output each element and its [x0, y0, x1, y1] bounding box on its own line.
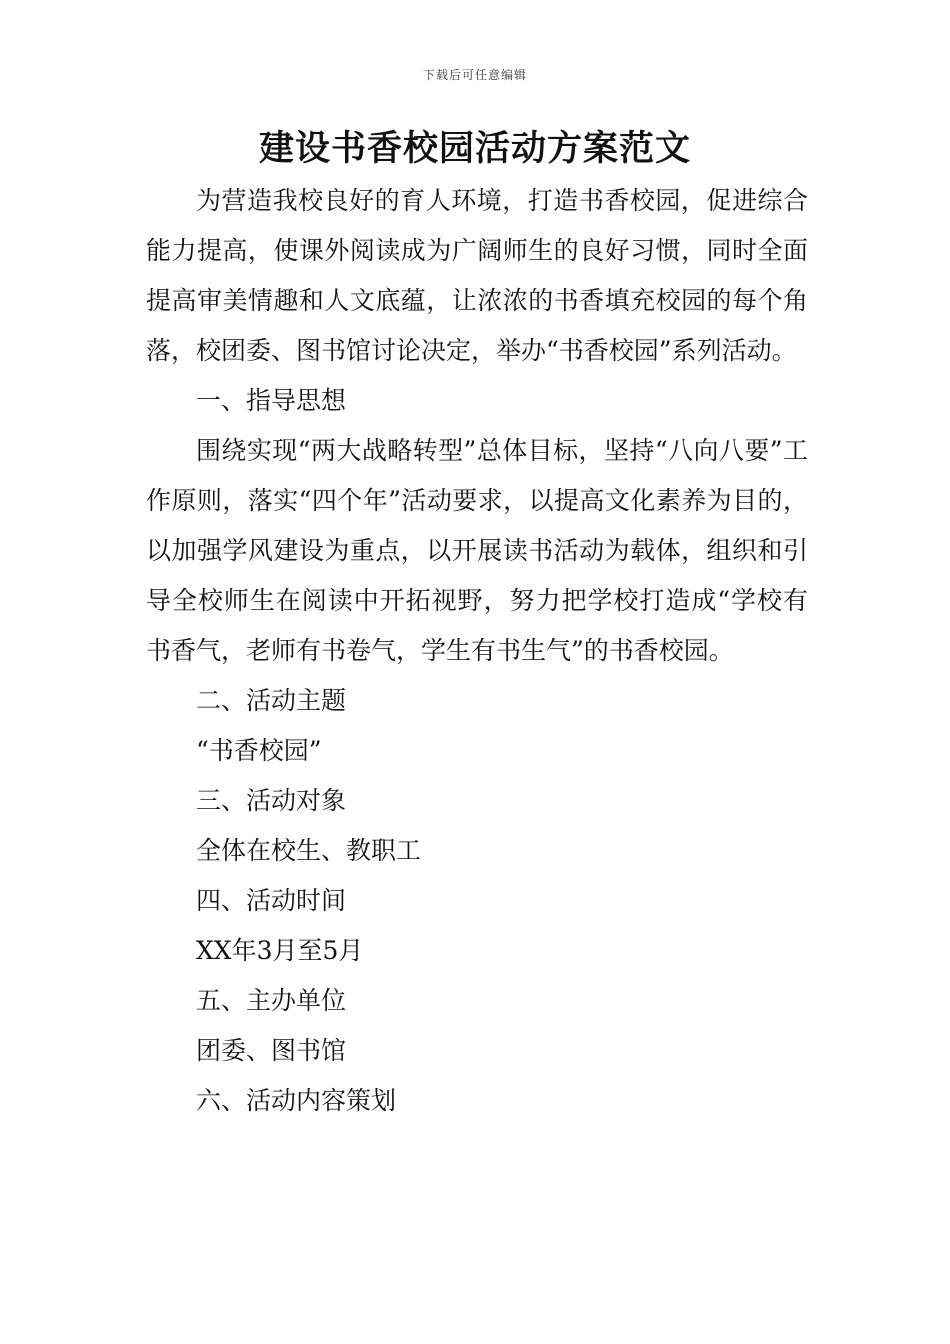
section-heading-guiding-ideology: 一、指导思想	[196, 386, 347, 415]
guiding-ideology-paragraph: 围绕实现“两大战略转型”总体目标，坚持“八向八要”工作原则，落实“四个年”活动要求，以提高文化素养为目的，以加强学风建设为重点，以开展读书活动为载体，组织和引导全校师生在阅读中开拓视野，努力把学校打造成“学校有书香气，老师有书卷气，学生有书生气”的书香校园。	[146, 436, 808, 665]
activity-target-text: 全体在校生、教职工	[196, 836, 422, 865]
activity-theme-text: “书香校园”	[196, 736, 322, 765]
section-heading-organizer: 五、主办单位	[196, 986, 347, 1015]
document-body	[146, 176, 808, 1126]
section-heading-activity-target: 三、活动对象	[196, 786, 347, 815]
section-heading-activity-time: 四、活动时间	[196, 886, 347, 915]
header-note: 下载后可任意编辑	[422, 68, 527, 82]
document-title: 建设书香校园活动方案范文	[258, 129, 691, 169]
activity-time-text: XX年3月至5月	[196, 936, 364, 965]
section-heading-activity-theme: 二、活动主题	[196, 686, 347, 715]
section-heading-activity-content: 六、活动内容策划	[196, 1086, 397, 1115]
intro-paragraph: 为营造我校良好的育人环境，打造书香校园，促进综合能力提高，使课外阅读成为广阔师生的良好习惯，同时全面提高审美情趣和人文底蕴，让浓浓的书香填充校园的每个角落，校团委、图书馆讨论决定，举办“书香校园”系列活动。	[146, 186, 808, 365]
organizer-text: 团委、图书馆	[196, 1036, 347, 1065]
